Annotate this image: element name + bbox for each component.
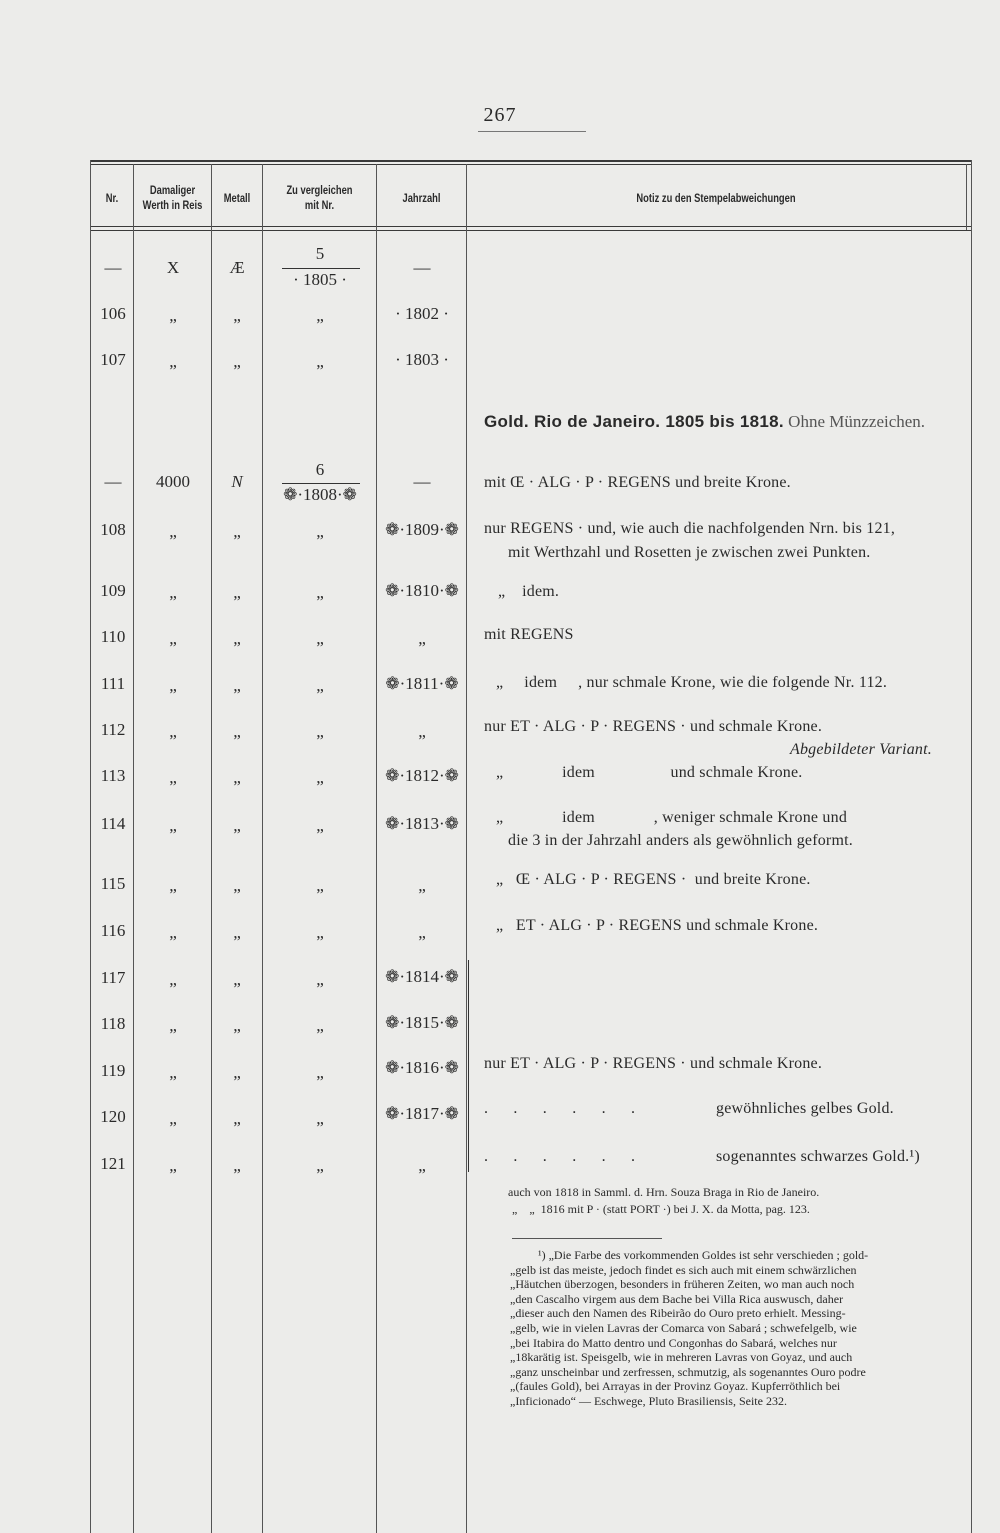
cell-metall: „ bbox=[233, 676, 241, 695]
bracket-note-gelbes: gewöhnliches gelbes Gold. bbox=[716, 1100, 894, 1117]
cell-jahr: ❁·1817·❁ bbox=[385, 1104, 459, 1123]
cell-zu: „ bbox=[316, 1016, 324, 1035]
header-werth bbox=[142, 170, 202, 226]
col-rule-nr bbox=[133, 164, 134, 1533]
cell-werth: „ bbox=[169, 722, 177, 741]
cell-metall: „ bbox=[233, 306, 241, 325]
cell-jahr: ❁·1815·❁ bbox=[385, 1013, 459, 1032]
cell-zu-bottom: ❁·1808·❁ bbox=[283, 485, 357, 504]
cell-metall: „ bbox=[233, 768, 241, 787]
cell-jahr: ❁·1814·❁ bbox=[385, 967, 459, 986]
cell-metall: „ bbox=[233, 583, 241, 602]
cell-jahr: ❁·1813·❁ bbox=[385, 814, 459, 833]
section-title bbox=[484, 412, 925, 432]
cell-nr: 120 bbox=[100, 1107, 126, 1126]
note-line: nur ET · ALG · P · REGENS · und schmale Krone. bbox=[484, 718, 823, 735]
footnote-line: ¹) „Die Farbe des vorkommenden Goldes ist sehr verschieden ; gold- bbox=[538, 1248, 869, 1262]
cell-zu: „ bbox=[316, 722, 324, 741]
cell-zu: „ bbox=[316, 583, 324, 602]
cell-jahr: „ bbox=[418, 923, 426, 942]
cell-jahr: ❁·1811·❁ bbox=[385, 674, 459, 693]
cell-nr: 121 bbox=[100, 1154, 126, 1173]
note-line: „ Œ · ALG · P · REGENS · und breite Krone. bbox=[496, 871, 811, 888]
cell-zu: „ bbox=[316, 1063, 324, 1082]
note-line: nur REGENS · und, wie auch die nachfolgenden Nrn. bis 121, bbox=[484, 520, 896, 537]
cell-jahr: · 1803 · bbox=[395, 350, 449, 369]
header-notiz-label: Notiz zu den Stempelabweichungen bbox=[636, 190, 796, 205]
cell-zu-bottom: · 1805 · bbox=[293, 270, 347, 289]
header-bottom-rule-inner bbox=[90, 230, 972, 231]
cell-nr: 110 bbox=[100, 627, 126, 646]
cell-metall: „ bbox=[233, 816, 241, 835]
note-line-variant: Abgebildeter Variant. bbox=[790, 741, 932, 758]
footnote-line: „Häutchen überzogen, besonders in früheren Zeiten, wo man auch noch bbox=[510, 1277, 855, 1292]
brace-bracket bbox=[468, 960, 475, 1172]
cell-metall: „ bbox=[233, 1109, 241, 1128]
bracket-note-dots-2: . . . . . . bbox=[484, 1148, 636, 1165]
cell-werth: 4000 bbox=[156, 472, 190, 491]
cell-zu: „ bbox=[316, 816, 324, 835]
cell-nr: 117 bbox=[100, 968, 126, 987]
cell-werth: „ bbox=[169, 352, 177, 371]
page-number: 267 bbox=[483, 104, 517, 126]
cell-nr: — bbox=[104, 258, 122, 277]
outer-right-rule-inner bbox=[966, 164, 967, 230]
cell-werth: „ bbox=[169, 629, 177, 648]
cell-zu: „ bbox=[316, 629, 324, 648]
cell-nr: 112 bbox=[100, 720, 126, 739]
cell-metall: „ bbox=[233, 629, 241, 648]
page-number-rule bbox=[478, 131, 586, 132]
cell-metall: N bbox=[231, 472, 243, 491]
bracket-note-main: nur ET · ALG · P · REGENS · und schmale Krone. bbox=[484, 1055, 823, 1072]
header-zu-line1: Zu vergleichen bbox=[286, 183, 353, 197]
note-line: „ idem , nur schmale Krone, wie die folgende Nr. 112. bbox=[496, 674, 888, 691]
header-werth-line1: Damaliger bbox=[149, 183, 196, 197]
header-werth-line2: Werth in Reis bbox=[142, 198, 203, 212]
col-rule-jahr bbox=[466, 164, 467, 1533]
cell-nr: 116 bbox=[100, 921, 126, 940]
bracket-note-dots: . . . . . . bbox=[484, 1100, 636, 1117]
cell-metall: Æ bbox=[229, 258, 245, 277]
cell-nr: 114 bbox=[100, 814, 126, 833]
cell-metall: „ bbox=[233, 522, 241, 541]
footnote-line: „(faules Gold), bei Arrayas in der Provinz Goyaz. Kupferröthlich bei bbox=[510, 1379, 841, 1394]
header-jahrzahl bbox=[387, 170, 456, 226]
cell-zu: „ bbox=[316, 1109, 324, 1128]
cell-werth: „ bbox=[169, 768, 177, 787]
cell-werth: „ bbox=[169, 522, 177, 541]
header-zu-vergleichen bbox=[275, 170, 363, 226]
cell-zu: „ bbox=[316, 970, 324, 989]
cell-werth: X bbox=[166, 258, 180, 277]
cell-metall: „ bbox=[233, 722, 241, 741]
cell-nr: 111 bbox=[100, 674, 126, 693]
header-notiz bbox=[521, 170, 911, 226]
header-zu-line2: mit Nr. bbox=[304, 198, 335, 212]
cell-zu: „ bbox=[316, 676, 324, 695]
col-rule-metall bbox=[262, 164, 263, 1533]
cell-nr: 108 bbox=[100, 520, 126, 539]
top-rule bbox=[90, 160, 972, 162]
footnote bbox=[510, 1248, 960, 1409]
header-metall-label: Metall bbox=[223, 190, 251, 205]
header-bottom-rule bbox=[90, 226, 972, 227]
note-line: mit Werthzahl und Rosetten je zwischen zwei Punkten. bbox=[508, 544, 871, 561]
cell-metall: „ bbox=[233, 970, 241, 989]
top-rule-inner bbox=[90, 164, 972, 165]
cell-jahr: ❁·1812·❁ bbox=[385, 766, 459, 785]
header-jahrzahl-label: Jahrzahl bbox=[402, 190, 441, 205]
cell-jahr: — bbox=[413, 258, 431, 277]
fraction-line bbox=[282, 483, 360, 484]
footnote-line: „den Cascalho virgem aus dem Bache bei Villa Rica auswusch, daher bbox=[510, 1291, 844, 1306]
cell-werth: „ bbox=[169, 970, 177, 989]
note-line: „ idem , weniger schmale Krone und bbox=[496, 809, 848, 826]
cell-jahr: „ bbox=[418, 722, 426, 741]
footnote-line: „18karätig ist. Speisgelb, wie in mehreren Lavras von Goyaz, und auch bbox=[510, 1350, 853, 1365]
cell-werth: „ bbox=[169, 816, 177, 835]
cell-jahr: — bbox=[413, 472, 431, 491]
cell-werth: „ bbox=[169, 1109, 177, 1128]
additional-note: „ „ 1816 mit P · (statt PORT ·) bei J. X. da Motta, pag. 123. bbox=[512, 1202, 810, 1216]
cell-metall: „ bbox=[233, 352, 241, 371]
footnote-line: „dieser auch den Namen des Ribeirão do Ouro preto erhielt. Messing- bbox=[510, 1306, 846, 1321]
cell-werth: „ bbox=[169, 306, 177, 325]
cell-zu: „ bbox=[316, 352, 324, 371]
cell-werth: „ bbox=[169, 923, 177, 942]
cell-werth: „ bbox=[169, 1063, 177, 1082]
cell-zu: „ bbox=[316, 923, 324, 942]
cell-werth: „ bbox=[169, 876, 177, 895]
header-nr bbox=[96, 170, 127, 226]
cell-nr: 109 bbox=[100, 581, 126, 600]
cell-nr: 106 bbox=[100, 304, 126, 323]
cell-zu: „ bbox=[316, 522, 324, 541]
note-line: „ idem und schmale Krone. bbox=[496, 764, 803, 781]
cell-nr: 118 bbox=[100, 1014, 126, 1033]
cell-jahr: ❁·1809·❁ bbox=[385, 520, 459, 539]
cell-nr: 113 bbox=[100, 766, 126, 785]
note-line: mit REGENS bbox=[484, 626, 574, 643]
cell-zu-top: 5 bbox=[315, 244, 325, 263]
fraction-line bbox=[282, 268, 360, 269]
cell-metall: „ bbox=[233, 923, 241, 942]
header-metall bbox=[218, 170, 257, 226]
footnote-line: „gelb ist das meiste, jedoch findet es sich auch mit einem schwärzlichen bbox=[510, 1262, 857, 1277]
cell-zu: „ bbox=[316, 306, 324, 325]
cell-nr: — bbox=[104, 472, 122, 491]
cell-metall: „ bbox=[233, 1016, 241, 1035]
note-line: mit Œ · ALG · P · REGENS und breite Krone. bbox=[484, 474, 791, 491]
outer-right-rule bbox=[971, 160, 972, 1533]
cell-metall: „ bbox=[233, 876, 241, 895]
cell-zu: „ bbox=[316, 768, 324, 787]
cell-jahr: „ bbox=[418, 876, 426, 895]
cell-nr: 107 bbox=[100, 350, 126, 369]
header-nr-label: Nr. bbox=[105, 190, 119, 205]
cell-zu: „ bbox=[316, 876, 324, 895]
col-rule-zu bbox=[376, 164, 377, 1533]
cell-nr: 119 bbox=[100, 1061, 126, 1080]
section-title-rest: Ohne Münzzeichen. bbox=[788, 412, 926, 431]
section-title-bold: Gold. Rio de Janeiro. 1805 bis 1818. bbox=[484, 412, 784, 431]
footnote-rule bbox=[512, 1238, 662, 1239]
cell-jahr: „ bbox=[418, 1156, 426, 1175]
cell-werth: „ bbox=[169, 1156, 177, 1175]
cell-zu: „ bbox=[316, 1156, 324, 1175]
footnote-line: „bei Itabira do Matto dentro und Congonhas do Sabará, welches nur bbox=[510, 1335, 837, 1350]
note-line: „ ET · ALG · P · REGENS und schmale Krone. bbox=[496, 917, 819, 934]
footnote-line: „Inficionado“ — Eschwege, Pluto Brasiliensis, Seite 232. bbox=[510, 1393, 787, 1408]
cell-jahr: „ bbox=[418, 629, 426, 648]
note-line: „ idem. bbox=[498, 583, 560, 600]
cell-jahr: ❁·1810·❁ bbox=[385, 581, 459, 600]
note-line: die 3 in der Jahrzahl anders als gewöhnlich geformt. bbox=[508, 832, 853, 849]
cell-jahr: ❁·1816·❁ bbox=[385, 1058, 459, 1077]
cell-metall: „ bbox=[233, 1156, 241, 1175]
cell-nr: 115 bbox=[100, 874, 126, 893]
footnote-line: „gelb, wie in vielen Lavras der Comarca von Sabará ; schwefelgelb, wie bbox=[510, 1320, 857, 1335]
cell-jahr: · 1802 · bbox=[395, 304, 449, 323]
cell-werth: „ bbox=[169, 583, 177, 602]
outer-left-rule bbox=[90, 160, 91, 1533]
cell-zu-top: 6 bbox=[315, 460, 325, 479]
col-rule-werth bbox=[211, 164, 212, 1533]
footnote-line: „ganz unscheinbar und zerfressen, schmutzig, als sogenanntes Ouro podre bbox=[510, 1364, 866, 1379]
cell-werth: „ bbox=[169, 1016, 177, 1035]
additional-note: auch von 1818 in Samml. d. Hrn. Souza Braga in Rio de Janeiro. bbox=[508, 1185, 820, 1199]
cell-werth: „ bbox=[169, 676, 177, 695]
cell-metall: „ bbox=[233, 1063, 241, 1082]
bracket-note-schwarzes: sogenanntes schwarzes Gold.¹) bbox=[716, 1148, 920, 1165]
